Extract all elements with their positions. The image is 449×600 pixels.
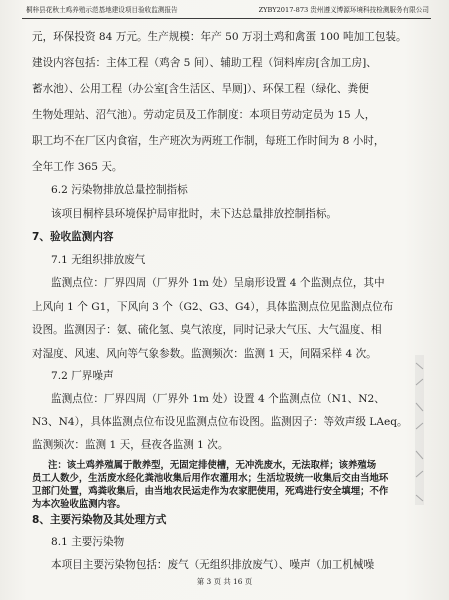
paragraph-line: 元，环保投资 84 万元。生产规模：年产 50 万羽土鸡和禽蛋 100 吨加工包装。 <box>32 31 407 43</box>
paragraph-line: N3、N4），具体监测点位布设见监测点位布设图。监测因子：等效声级 LAeq。 <box>32 416 408 428</box>
section-8-heading: 8、主要污染物及其处理方式 <box>32 514 167 526</box>
paragraph-line: 监测点位：厂界四周（厂界外 1m 处）设置 4 个监测点位（N1、N2、 <box>51 393 385 405</box>
paragraph-line: 监测点位：厂界四周（厂界外 1m 处）呈扇形设置 4 个监测点位，其中 <box>51 277 385 289</box>
paragraph-line: 蓄水池）、公用工程（办公室[含生活区、旱厕]）、环保工程（绿化、粪便 <box>32 83 369 95</box>
header-divider <box>22 18 431 19</box>
header-project-title: 桐梓县花秋土鸡养殖示范基地建设项目验收监测报告 <box>26 6 178 14</box>
note-line: 卫部门处置，鸡粪收集后，由当地农民运走作为农家肥使用，死鸡进行安全填埋；不作 <box>32 486 389 497</box>
section-8-1-heading: 8.1 主要污染物 <box>51 536 125 548</box>
page-header <box>26 4 429 17</box>
section-7-2-heading: 7.2 厂界噪声 <box>51 370 114 382</box>
seal-stamp-mark <box>412 355 428 505</box>
note-line: 注：该土鸡养殖属于散养型，无固定排使槽，无冲洗废水，无法取样；该养殖场 <box>48 460 377 471</box>
section-6-2-heading: 6.2 污染物排放总量控制指标 <box>51 184 188 196</box>
paragraph-line: 设图。监测因子：氨、硫化氢、臭气浓度，同时记录大气压、大气温度、相 <box>32 324 382 336</box>
note-line: 为本次验收监测内容。 <box>32 499 126 510</box>
paragraph-line: 上风向 1 个 G1，下风向 3 个（G2、G3、G4），具体监测点位见监测点位布 <box>32 301 394 313</box>
header-report-id: ZYBY2017-873 贵州遵义博源环境科技检测服务有限公司 <box>258 6 429 14</box>
page-number: 第 3 页 共 16 页 <box>196 577 253 586</box>
section-7-1-heading: 7.1 无组织排放废气 <box>51 254 146 266</box>
paragraph-line: 监测频次：监测 1 天，昼夜各监测 1 次。 <box>32 439 229 451</box>
paragraph-line: 全年工作 365 天。 <box>32 161 123 173</box>
paragraph-line: 建设内容包括：主体工程（鸡舍 5 间）、辅助工程（饲料库房[含加工房]、 <box>32 57 377 69</box>
paragraph-line: 对湿度、风速、风向等气象参数。监测频次：监测 1 天，间隔采样 4 次。 <box>32 348 377 360</box>
note-line: 员工人数少，生活废水经化粪池收集后用作农灌用水；生活垃圾统一收集后交由当地环 <box>32 473 389 484</box>
paragraph-line: 生物处理站、沼气池）。劳动定员及工作制度：本项目劳动定员为 15 人， <box>32 109 376 121</box>
section-7-heading: 7、验收监测内容 <box>32 231 114 243</box>
section-6-2-text: 该项目桐梓县环境保护局审批时，未下达总量排放控制指标。 <box>51 208 338 220</box>
paragraph-line: 本项目主要污染物包括：废气（无组织排放废气）、噪声（加工机械噪 <box>51 559 375 571</box>
paragraph-line: 职工均不在厂区内食宿，生产班次为两班工作制，每班工作时间为 8 小时， <box>32 135 385 147</box>
